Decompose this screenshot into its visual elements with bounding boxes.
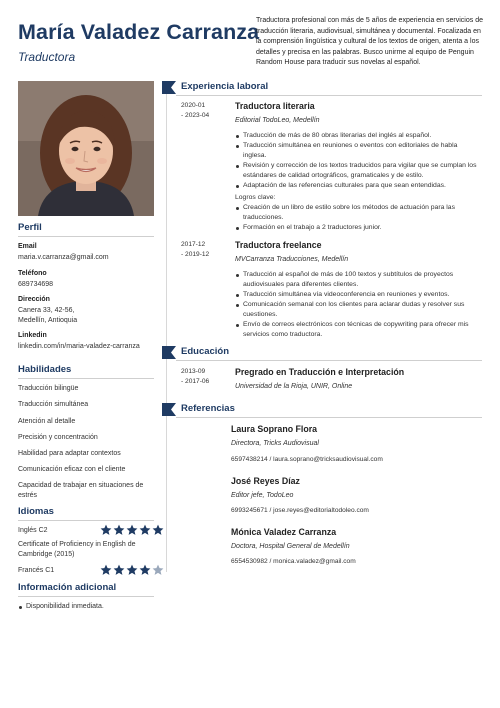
language-certificate: Certificate of Proficiency in English de Cambridge (2015) (18, 541, 136, 558)
star-filled-icon (100, 564, 112, 576)
phone-value: 689734698 (18, 281, 54, 288)
job-title: Traductora freelance (235, 240, 322, 250)
edu-date-end: - 2017-06 (181, 378, 210, 385)
edu-school: Universidad de la Rioja, UNIR, Online (235, 383, 353, 390)
job-bullet: Traducción de más de 80 obras literarias del inglés al español. (235, 131, 480, 141)
job-bullets (235, 270, 480, 340)
additional-list (18, 603, 158, 610)
education-heading: Educación (181, 346, 230, 357)
achievement-item: Formación en el trabajo a 2 traductores junior. (235, 223, 480, 233)
job-bullet: Traducción al español de más de 100 textos y subtítulos de proyectos audiovisuales para diferentes clientes. (235, 270, 480, 290)
star-filled-icon (113, 524, 125, 536)
job-date-end: - 2019-12 (181, 251, 210, 258)
section-flag-icon (162, 346, 176, 359)
experience-rule (176, 95, 482, 96)
job-company: MVCarranza Traducciones, Medellín (235, 256, 349, 263)
skill-item: Traducción simultánea (18, 401, 89, 408)
profile-rule (18, 236, 154, 237)
job-bullet: Envío de correos electrónicos con técnicas de copywriting para ofrecer mis servicios como traductora. (235, 320, 480, 340)
job-date-start: 2020-01 (181, 102, 206, 109)
skill-item: Precisión y concentración (18, 434, 98, 441)
reference-contact[interactable]: 6993245671 / jose.reyes@editorialtodoleo.com (231, 507, 369, 514)
language-rating (100, 524, 164, 536)
star-filled-icon (113, 564, 125, 576)
reference-role: Editor jefe, TodoLeo (231, 492, 294, 499)
address-label: Dirección (18, 296, 50, 303)
section-flag-icon (162, 403, 176, 416)
achievements-label: Logros clave: (235, 194, 276, 201)
languages-rule (18, 520, 154, 521)
star-filled-icon (126, 524, 138, 536)
job-date-start: 2017-12 (181, 241, 206, 248)
star-filled-icon (152, 524, 164, 536)
star-filled-icon (139, 524, 151, 536)
linkedin-label: Linkedin (18, 332, 47, 339)
edu-degree: Pregrado en Traducción e Interpretación (235, 367, 405, 377)
skill-item: Comunicación eficaz con el cliente (18, 466, 126, 473)
job-bullet: Adaptación de las referencias culturales para que sean entendidas. (235, 181, 480, 191)
address-line2: Medellín, Antioquia (18, 317, 78, 324)
job-title: Traductora literaria (235, 101, 315, 111)
section-flag-icon (162, 81, 176, 94)
education-rule (176, 360, 482, 361)
star-filled-icon (100, 524, 112, 536)
profile-photo (18, 81, 154, 216)
references-heading: Referencias (181, 403, 235, 414)
job-bullet: Revisión y corrección de los textos traducidos para vigilar que se cumplan los estándares de calidad ortográficos, gramaticales y de estilo. (235, 161, 480, 181)
additional-rule (18, 596, 154, 597)
reference-name: Mónica Valadez Carranza (231, 527, 337, 537)
reference-role: Doctora, Hospital General de Medellín (231, 543, 350, 550)
star-empty-icon (152, 564, 164, 576)
skill-item: Capacidad de trabajar en situaciones de estrés (18, 482, 144, 499)
address-line1: Canera 33, 42-56, (18, 307, 75, 314)
language-name: Francés C1 (18, 567, 55, 574)
phone-label: Teléfono (18, 270, 47, 277)
references-rule (176, 417, 482, 418)
achievement-item: Creación de un libro de estilo sobre los métodos de actuación para las traducciones. (235, 203, 480, 223)
language-name: Inglés C2 (18, 527, 48, 534)
achievements-list (235, 203, 480, 233)
linkedin-value[interactable]: linkedin.com/in/maria-valadez-carranza (18, 343, 140, 350)
edu-date-start: 2013-09 (181, 368, 206, 375)
job-bullet: Traducción simultánea en reuniones o eventos con editoriales de habla inglesa. (235, 141, 480, 161)
reference-name: José Reyes Díaz (231, 476, 300, 486)
language-rating (100, 564, 164, 576)
candidate-title: Traductora (18, 50, 76, 64)
star-filled-icon (139, 564, 151, 576)
star-filled-icon (126, 564, 138, 576)
additional-heading: Información adicional (18, 582, 117, 593)
email-value[interactable]: maria.v.carranza@gmail.com (18, 254, 109, 261)
column-divider (166, 82, 167, 572)
job-date-end: - 2023-04 (181, 112, 210, 119)
reference-name: Laura Soprano Flora (231, 424, 318, 434)
email-label: Email (18, 243, 37, 250)
skill-item: Traducción bilingüe (18, 385, 79, 392)
reference-role: Directora, Tricks Audiovisual (231, 440, 319, 447)
job-bullets (235, 131, 480, 191)
languages-heading: Idiomas (18, 506, 54, 517)
candidate-name: María Valadez Carranza (18, 20, 260, 44)
job-bullet: Comunicación semanal con los clientes para aclarar dudas y resolver sus cuestiones. (235, 300, 480, 320)
profile-heading: Perfil (18, 222, 42, 233)
professional-summary: Traductora profesional con más de 5 años de experiencia en servicios de traducción literaria, audiovisual, simultánea y documental. Focalizada en la comprensión lingüística y cultural de los textos de origen, atenta a los detalles y precisa en las palabras. Busco unirme al equipo de Penguin Random House para traducir sus novelas al español. (256, 17, 483, 67)
experience-heading: Experiencia laboral (181, 81, 269, 92)
job-bullet: Traducción simultánea vía videoconferencia en reuniones y eventos. (235, 290, 480, 300)
reference-contact[interactable]: 6554530982 / monica.valadez@gmail.com (231, 558, 356, 565)
skills-rule (18, 378, 154, 379)
additional-item: Disponibilidad inmediata. (18, 603, 158, 610)
reference-contact[interactable]: 6597438214 / laura.soprano@tricksaudiovisual.com (231, 456, 383, 463)
skills-heading: Habilidades (18, 364, 72, 375)
skill-item: Atención al detalle (18, 418, 76, 425)
skill-item: Habilidad para adaptar contextos (18, 450, 121, 457)
job-company: Editorial TodoLeo, Medellín (235, 117, 320, 124)
